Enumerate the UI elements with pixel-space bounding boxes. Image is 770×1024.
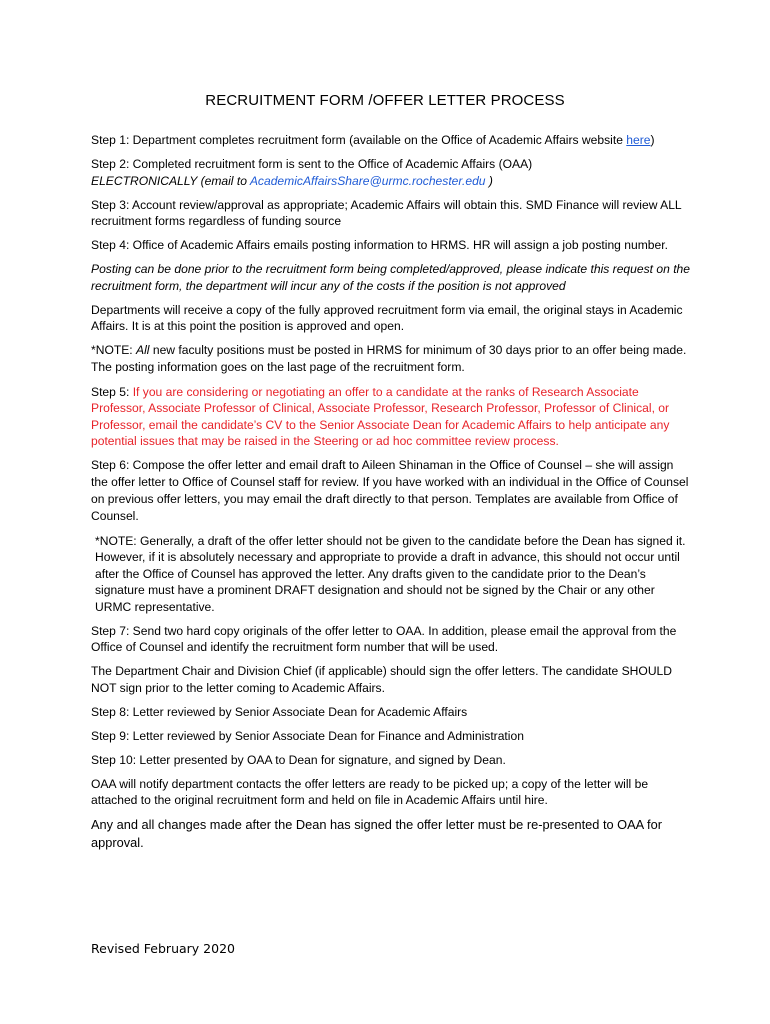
step-4: Step 4: Office of Academic Affairs emails posting information to HRMS. HR will assign a job posting number. [91, 238, 668, 252]
step-5-label: Step 5: [91, 384, 133, 399]
faculty-note-suffix: new faculty positions must be posted in HRMS for minimum of 30 days prior to an offer being made. The posting information goes on the last page of the recruitment form. [91, 343, 687, 374]
step-7: Step 7: Send two hard copy originals of the offer letter to OAA. In addition, please email the approval from the Office of Counsel and identify the recruitment form number that will be used. [91, 623, 677, 654]
step-2-italic-prefix: ELECTRONICALLY (email to [91, 173, 250, 188]
step-5 [91, 384, 691, 450]
changes-note: Any and all changes made after the Dean has signed the offer letter must be re-presented to OAA for approval. [91, 817, 662, 850]
faculty-note [91, 342, 691, 376]
posting-note: Posting can be done prior to the recruitment form being completed/approved, please indicate this request on the recruitment form, the department will incur any of the costs if the position is not approved [91, 262, 691, 293]
step-1-close: ) [650, 133, 655, 147]
page-title: RECRUITMENT FORM /OFFER LETTER PROCESS [205, 92, 565, 109]
revision-footer: Revised February 2020 [91, 941, 235, 956]
academic-affairs-email-link[interactable]: AcademicAffairsShare@urmc.rochester.edu [249, 173, 486, 188]
step-1-text: Step 1: Department completes recruitment form (available on the Office of Academic Affairs website [91, 133, 627, 147]
step-2-italic-suffix: ) [485, 173, 493, 188]
notify-note: OAA will notify department contacts the offer letters are ready to be picked up; a copy of the letter will be attached to the original recruitment form and held on file in Academic Affairs until hire. [91, 776, 649, 807]
step-9: Step 9: Letter reviewed by Senior Associate Dean for Finance and Administration [91, 728, 524, 743]
step-6: Step 6: Compose the offer letter and email draft to Aileen Shinaman in the Office of Counsel – she will assign the offer letter to Office of Counsel staff for review. If you have worked with an individual in the Office of Counsel on previous offer letters, you may email the draft directly to that person. Templates are available from Office of Counsel. [91, 458, 689, 523]
here-link[interactable]: here [626, 133, 651, 147]
faculty-note-italic: All [136, 343, 150, 357]
draft-note: *NOTE: Generally, a draft of the offer letter should not be given to the candidate before the Dean has signed it. However, if it is absolutely necessary and appropriate to provide a draft in advance, this should not occur until after the Office of Counsel has approved the letter. Any drafts given to the candidate prior to the Dean’s signature must have a prominent DRAFT designation and should not be signed by the Chair or any other URMC representative. [95, 533, 686, 614]
step-1 [91, 132, 691, 149]
step-3: Step 3: Account review/approval as appropriate; Academic Affairs will obtain this. SMD Finance will review ALL recruitment forms regardless of funding source [91, 197, 682, 228]
step-10: Step 10: Letter presented by OAA to Dean for signature, and signed by Dean. [91, 752, 506, 767]
step-5-text: If you are considering or negotiating an offer to a candidate at the ranks of Research Associate Professor, Associate Professor of Clinical, Associate Professor, Research Professor, Professor of Clinical, or Professor, email the candidate’s CV to the Senior Associate Dean for Academic Affairs to help anticipate any potential issues that may be raised in the Steering or ad hoc committee review process. [91, 384, 670, 448]
chair-note: The Department Chair and Division Chief (if applicable) should sign the offer letters. The candidate SHOULD NOT sign prior to the letter coming to Academic Affairs. [91, 664, 673, 695]
document-body [91, 132, 691, 860]
copy-note: Departments will receive a copy of the fully approved recruitment form via email, the original stays in Academic Affairs. It is at this point the position is approved and open. [91, 302, 683, 333]
step-2-text: Step 2: Completed recruitment form is sent to the Office of Academic Affairs (OAA) [91, 157, 533, 171]
faculty-note-prefix: *NOTE: [91, 343, 137, 357]
step-8: Step 8: Letter reviewed by Senior Associate Dean for Academic Affairs [91, 704, 468, 719]
step-2 [91, 156, 691, 189]
